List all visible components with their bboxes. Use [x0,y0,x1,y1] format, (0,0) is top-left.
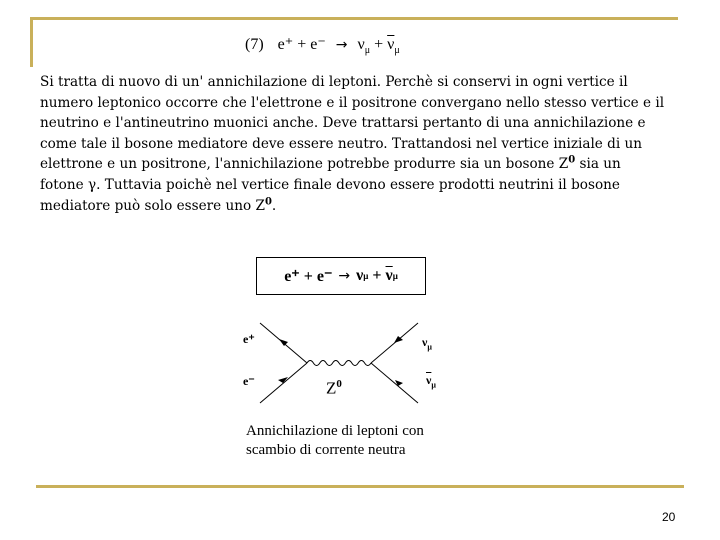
boson-sup: 0 [336,378,342,390]
feynman-diagram [235,318,460,408]
boxed-antineutrino: $\overline{\nu}$ [385,267,393,284]
bottom-rule [36,485,684,488]
paragraph-part-3: . [271,197,277,214]
paragraph-sup-1: 0 [568,154,576,166]
equation-number: (7) [245,36,264,53]
equation-neutrino: ν [357,36,365,53]
equation-neutrino-sub: μ [364,45,371,57]
boxed-antineutrino-sub: μ [392,271,398,281]
label-e-minus: e⁻ [243,374,255,388]
antineutrino-line [371,363,418,403]
boxed-lhs: e⁺ + e⁻ [284,268,333,285]
top-rule [30,17,678,20]
equation-plus: + [374,36,384,53]
label-neutrino-sub: μ [427,342,432,352]
diagram-caption: Annichilazione di leptoni con scambio di corrente neutra [246,423,424,458]
label-e-plus: e⁺ [243,332,255,346]
label-antineutrino-symbol: $\overline{\nu}$ [426,373,432,387]
boxed-neutrino: ν [356,267,364,284]
boxed-equation [256,257,426,295]
label-antineutrino-sub: μ [431,380,436,390]
equation-lhs: e⁺ + e⁻ [277,36,326,53]
boson-symbol: Z [326,378,337,398]
boxed-plus: + [372,267,382,284]
boxed-arrow-icon: → [338,268,351,284]
body-paragraph [40,72,695,216]
boson-wavy-line [307,361,371,366]
arrow-icon [279,339,288,346]
boson-label [326,378,342,399]
equation-antineutrino-sub: μ [394,45,400,57]
slide-title-equation [245,34,400,56]
paragraph-part-2: sia un fotone γ. Tuttavia poichè nel vertice finale devono essere prodotti neutrini il bosone mediatore può solo essere uno Z [40,156,621,214]
boxed-neutrino-sub: μ [363,271,369,281]
equation-antineutrino: $\overline{\nu}$ [387,36,395,53]
electron-line [260,363,307,403]
label-antineutrino [426,373,436,389]
label-neutrino-symbol: ν [422,335,428,349]
arrow-icon: → [335,37,348,53]
left-rule [30,17,33,67]
paragraph-sup-2: 0 [264,196,272,208]
page-number: 20 [662,510,676,524]
paragraph-part-1: Si tratta di nuovo di un' annichilazione di leptoni. Perchè si conservi in ogni vertice il numero leptonico occorre che l'elettrone e il positrone convergano nello stesso vertice e il neutrino e l'antineutrino muonici anche. Deve trattarsi pertanto di una annichilazione e come tale il bosone mediatore deve essere neutro. Trattandosi nel vertice iniziale di un elettrone e un positrone, l'annichilazione potrebbe produrre sia un bosone Z [40,74,665,173]
label-neutrino [422,335,432,351]
neutrino-line [371,323,418,363]
